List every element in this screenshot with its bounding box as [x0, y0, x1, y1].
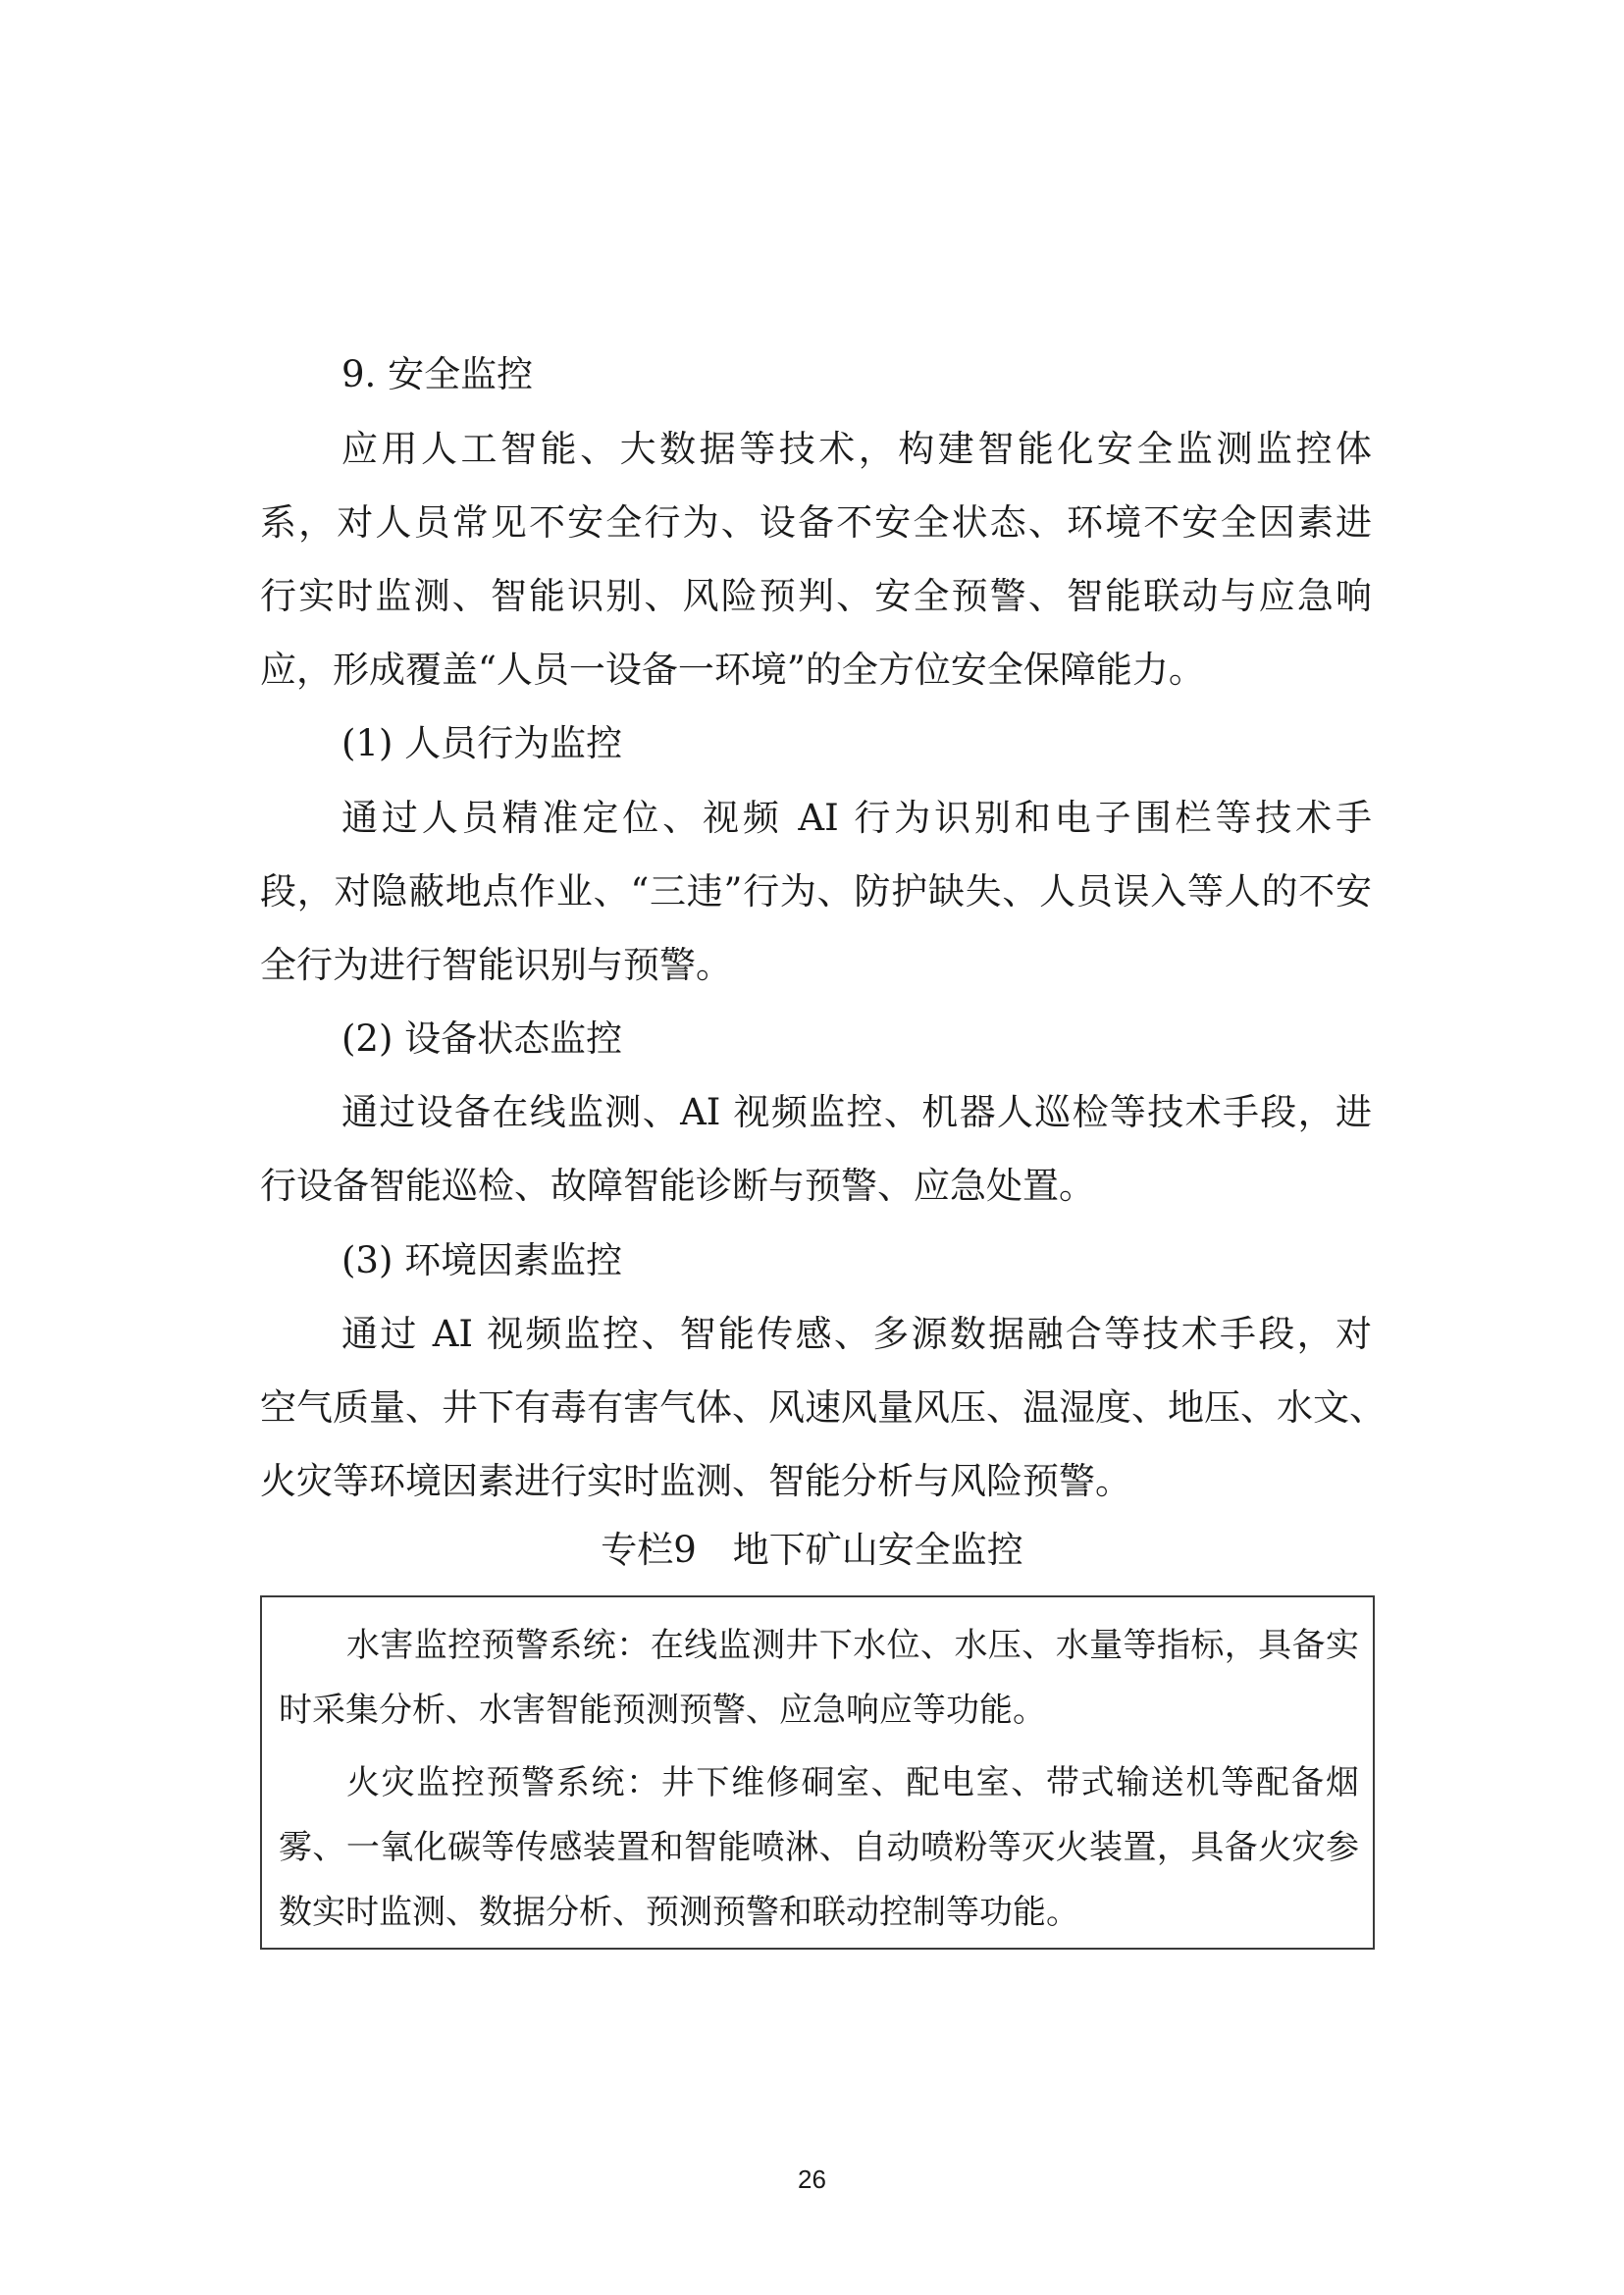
section-heading: 9. 安全监控: [341, 353, 534, 395]
page-number: 26: [798, 2165, 826, 2194]
intro-line-4: 应，形成覆盖“人员一设备一环境”的全方位安全保障能力。: [260, 649, 1205, 691]
intro-line-2: 系，对人员常见不安全行为、设备不安全状态、环境不安全因素进: [260, 501, 1372, 544]
subsection-heading-environment: (3) 环境因素监控: [341, 1239, 623, 1281]
column-box-title: 专栏9 地下矿山安全监控: [601, 1529, 1023, 1571]
equipment-line-1: 通过设备在线监测、AI 视频监控、机器人巡检等技术手段，进: [341, 1091, 1372, 1133]
personnel-line-3: 全行为进行智能识别与预警。: [260, 944, 732, 986]
environment-line-2: 空气质量、井下有毒有害气体、风速风量风压、温湿度、地压、水文、: [260, 1386, 1386, 1429]
column-item-water-line-1: 水害监控预警系统：在线监测井下水位、水压、水量等指标，具备实: [346, 1626, 1359, 1665]
equipment-line-2: 行设备智能巡检、故障智能诊断与预警、应急处置。: [260, 1165, 1095, 1207]
column-box: [260, 1595, 1375, 1950]
column-item-water-line-2: 时采集分析、水害智能预测预警、应急响应等功能。: [279, 1691, 1046, 1730]
personnel-line-2: 段，对隐蔽地点作业、“三违”行为、防护缺失、人员误入等人的不安: [260, 870, 1372, 913]
column-item-fire-line-1: 火灾监控预警系统：井下维修硐室、配电室、带式输送机等配备烟: [346, 1763, 1359, 1802]
environment-line-3: 火灾等环境因素进行实时监测、智能分析与风险预警。: [260, 1460, 1131, 1502]
column-item-fire-line-2: 雾、一氧化碳等传感装置和智能喷淋、自动喷粉等灭火装置，具备火灾参: [279, 1828, 1359, 1867]
intro-line-1: 应用人工智能、大数据等技术，构建智能化安全监测监控体: [341, 428, 1372, 470]
column-item-fire-line-3: 数实时监测、数据分析、预测预警和联动控制等功能。: [279, 1893, 1079, 1932]
intro-line-3: 行实时监测、智能识别、风险预判、安全预警、智能联动与应急响: [260, 575, 1372, 617]
environment-line-1: 通过 AI 视频监控、智能传感、多源数据融合等技术手段，对: [341, 1313, 1372, 1355]
subsection-heading-equipment: (2) 设备状态监控: [341, 1017, 623, 1060]
subsection-heading-personnel: (1) 人员行为监控: [341, 722, 623, 764]
personnel-line-1: 通过人员精准定位、视频 AI 行为识别和电子围栏等技术手: [341, 797, 1372, 839]
